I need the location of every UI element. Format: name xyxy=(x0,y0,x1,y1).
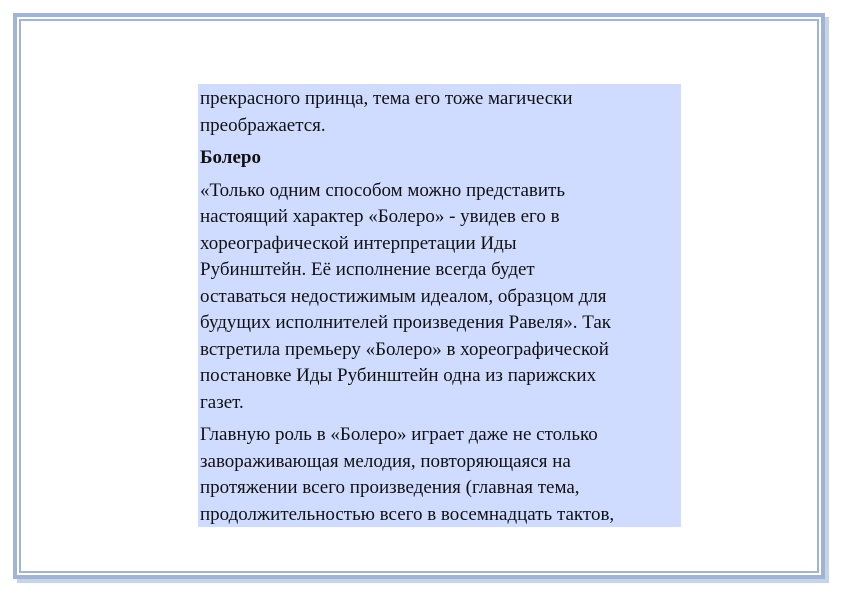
text-line: встретила премьеру «Болеро» в хореографической xyxy=(200,338,609,360)
frame-shadow xyxy=(825,17,829,583)
paragraph xyxy=(200,86,681,139)
text-line: газет. xyxy=(200,391,244,413)
text-line: «Только одним способом можно представить xyxy=(200,179,566,201)
document-text-block xyxy=(198,84,681,527)
text-line: оставаться недостижимым идеалом, образцом для xyxy=(200,285,607,307)
heading-text: Болеро xyxy=(200,147,261,168)
text-line: хореографической интерпретации Иды xyxy=(200,232,517,254)
text-line: завораживающая мелодия, повторяющаяся на xyxy=(200,450,571,472)
text-line: протяжении всего произведения (главная тема, xyxy=(200,477,580,498)
text-line: настоящий характер «Болеро» - увидев его в xyxy=(200,206,560,227)
text-line: постановке Иды Рубинштейн одна из парижских xyxy=(200,365,597,386)
text-line: будущих исполнителей произведения Равеля». Так xyxy=(200,312,611,333)
text-line: прекрасного принца, тема его тоже магически xyxy=(200,88,573,109)
frame-shadow xyxy=(17,579,829,583)
paragraph xyxy=(200,422,681,527)
text-line: продолжительностью всего в восемнадцать тактов, xyxy=(200,503,615,525)
text-line: Рубинштейн. Её исполнение всегда будет xyxy=(200,259,535,280)
text-line: Главную роль в «Болеро» играет даже не столько xyxy=(200,424,598,445)
text-line: преображается. xyxy=(200,114,326,136)
paragraph xyxy=(200,178,681,417)
section-heading xyxy=(200,145,681,172)
